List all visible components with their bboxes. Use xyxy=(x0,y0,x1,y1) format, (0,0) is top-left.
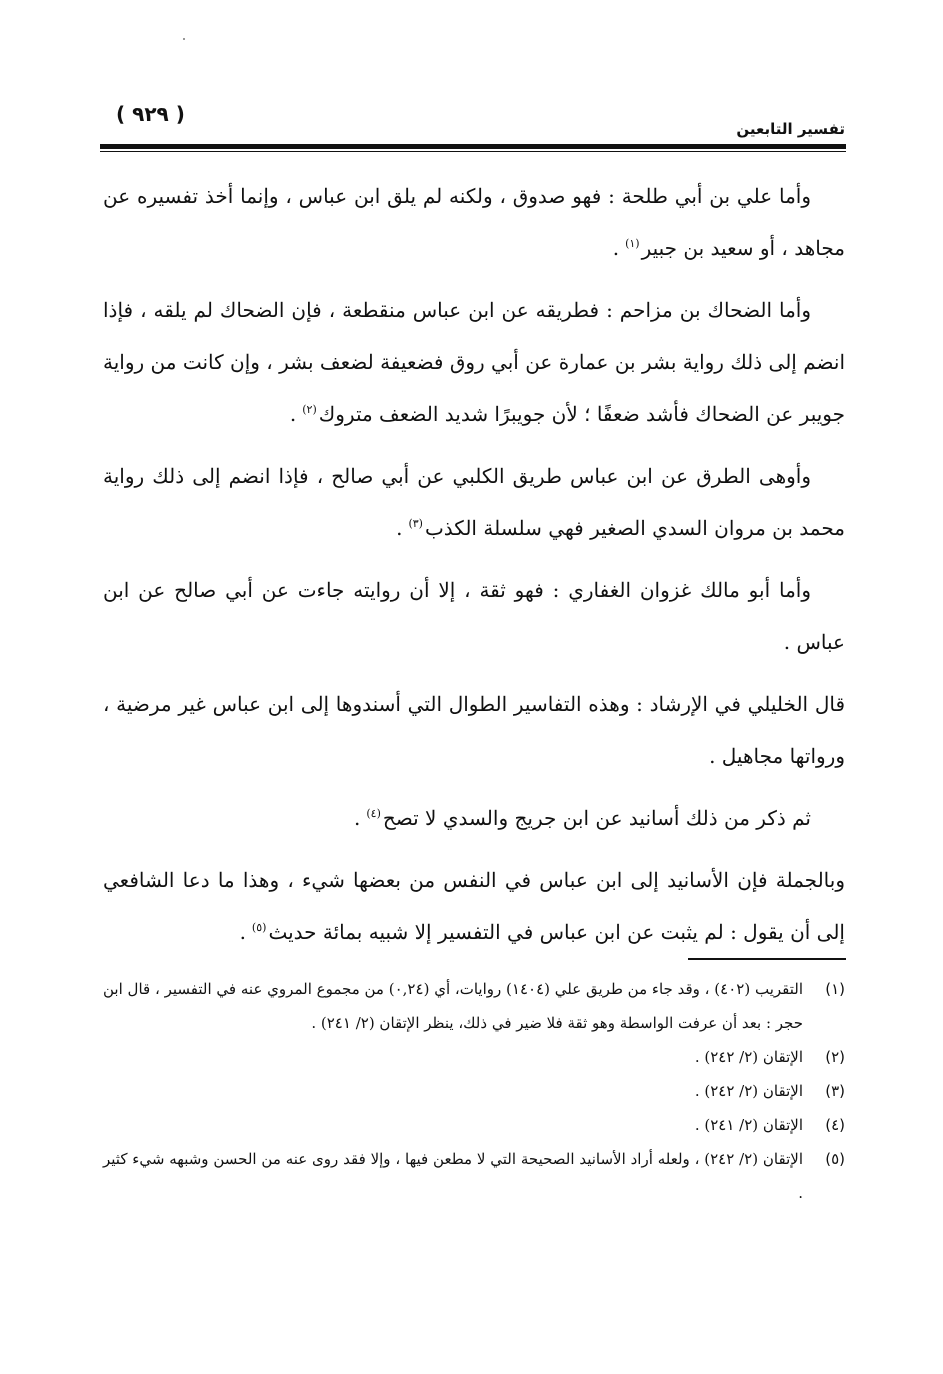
paragraph-text: وأما الضحاك بن مزاحم : فطريقه عن ابن عباس منقطعة ، فإن الضحاك لم يلقه ، فإذا انضم إلى ذلك رواية بشر بن عمارة عن أبي روق فضعيفة لضعف بشر ، وإن كانت من رواية جويبر عن الضحاك فأشد ضعفًا ؛ لأن جويبرًا شديد الضعف متروك xyxy=(103,298,845,426)
paragraph xyxy=(103,792,845,844)
footnote-ref: (٤) xyxy=(366,807,381,821)
footnote xyxy=(103,972,845,1040)
footnotes xyxy=(103,972,845,1210)
paragraph-text: وأوهى الطرق عن ابن عباس طريق الكلبي عن أبي صالح ، فإذا انضم إلى ذلك رواية محمد بن مروان السدي الصغير فهي سلسلة الكذب xyxy=(103,464,845,540)
footnote-ref: (١) xyxy=(625,237,640,251)
main-text xyxy=(103,170,845,958)
footnote-ref: (٣) xyxy=(408,517,423,531)
footnote-text: الإتقان (٢/ ٢٤٢) . xyxy=(694,1048,803,1066)
paragraph xyxy=(103,678,845,782)
footnote xyxy=(103,1040,845,1074)
footnote xyxy=(103,1108,845,1142)
footnote-text: التقريب (٤٠٢) ، وقد جاء من طريق علي (١٤٠٤) روايات، أي (٠,٢٤) من مجموع المروي عنه في التفسير ، قال ابن حجر : بعد أن عرفت الواسطة وهو ثقة فلا ضير في ذلك، ينظر الإتقان (٢/ ٢٤١) . xyxy=(103,980,803,1032)
scan-speck xyxy=(183,38,185,40)
paragraph-end: . xyxy=(239,920,246,944)
paragraph xyxy=(103,284,845,440)
footnote-number: (٣) xyxy=(825,1082,845,1100)
paragraph-end: . xyxy=(396,516,403,540)
footnote-ref: (٢) xyxy=(302,403,317,417)
page-number: ( ٩٢٩ ) xyxy=(116,102,185,126)
paragraph-text: وأما علي بن أبي طلحة : فهو صدوق ، ولكنه لم يلق ابن عباس ، وإنما أخذ تفسيره عن مجاهد ، أو سعيد بن جبير xyxy=(103,184,845,260)
footnote-separator xyxy=(688,958,846,960)
footnote-number: (٤) xyxy=(825,1116,845,1134)
paragraph xyxy=(103,854,845,958)
footnote xyxy=(103,1074,845,1108)
footnote-number: (١) xyxy=(825,980,845,998)
footnote-text: الإتقان (٢/ ٢٤٢) ، ولعله أراد الأسانيد الصحيحة التي لا مطعن فيها ، وإلا فقد روى عنه من الحسن وشبهه شيء كثير . xyxy=(103,1150,803,1202)
footnote-ref: (٥) xyxy=(251,921,267,935)
paragraph-text: وبالجملة فإن الأسانيد إلى ابن عباس في النفس من بعضها شيء ، وهذا ما دعا الشافعي إلى أن يقول : لم يثبت عن ابن عباس في التفسير إلا شبيه بمائة حديث xyxy=(103,868,845,944)
paragraph xyxy=(103,564,845,668)
footnote-number: (٥) xyxy=(825,1150,845,1168)
footnote-text: الإتقان (٢/ ٢٤١) . xyxy=(694,1116,803,1134)
paragraph-end: . xyxy=(612,236,620,260)
paragraph-text: وأما أبو مالك غزوان الغفاري : فهو ثقة ، إلا أن روايته جاءت عن أبي صالح عن ابن عباس . xyxy=(103,578,845,654)
paragraph xyxy=(103,170,845,274)
header-rule xyxy=(100,144,846,149)
paragraph-text: ثم ذكر من ذلك أسانيد عن ابن جريج والسدي لا تصح xyxy=(382,806,811,830)
header-rule-thin xyxy=(100,151,846,152)
paragraph-text: قال الخليلي في الإرشاد : وهذه التفاسير الطوال التي أسندوها إلى ابن عباس غير مرضية ، ورواتها مجاهيل . xyxy=(103,692,845,768)
book-title: تفسير التابعين xyxy=(736,120,845,138)
footnote-number: (٢) xyxy=(825,1048,845,1066)
paragraph-end: . xyxy=(289,402,297,426)
footnote-text: الإتقان (٢/ ٢٤٢) . xyxy=(694,1082,803,1100)
paragraph-end: . xyxy=(354,806,361,830)
footnote xyxy=(103,1142,845,1210)
running-header xyxy=(100,100,845,140)
paragraph xyxy=(103,450,845,554)
